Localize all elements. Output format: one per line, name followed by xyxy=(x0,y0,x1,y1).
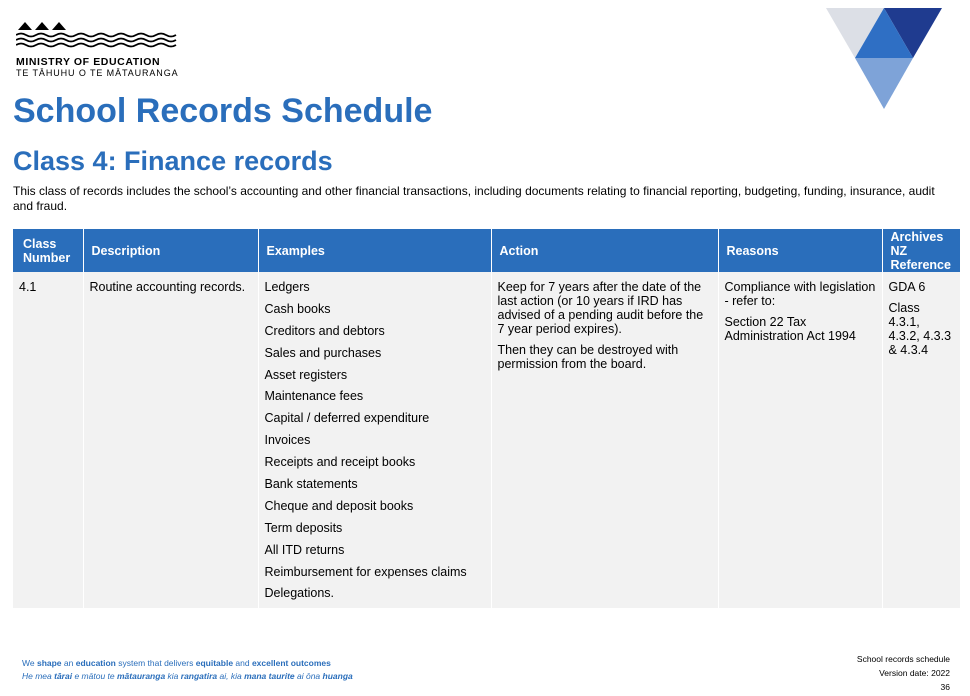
records-table xyxy=(13,229,960,608)
example-item: Asset registers xyxy=(264,367,348,382)
example-item: Creditors and debtors xyxy=(264,323,385,338)
archives-reference-code: GDA 6 xyxy=(888,280,926,294)
table-header-row xyxy=(13,229,960,272)
example-item: Reimbursement for expenses claims xyxy=(264,564,467,579)
tagline-text: e mātou te xyxy=(72,671,117,681)
cell-archives-reference xyxy=(882,272,960,608)
example-item: Cash books xyxy=(264,301,331,316)
tagline-text: ai ōna xyxy=(294,671,323,681)
triangle-logo-icon xyxy=(822,6,944,112)
action-paragraph: Keep for 7 years after the date of the last action (or 10 years if IRD has advised of a pending audit before the 7 year period expires). xyxy=(497,280,704,336)
tagline-bold: rangatira xyxy=(180,671,218,681)
header-examples: Examples xyxy=(258,229,491,272)
example-item: Sales and purchases xyxy=(264,345,382,360)
action-paragraph: Then they can be destroyed with permission from the board. xyxy=(497,343,679,371)
example-item: Receipts and receipt books xyxy=(264,455,416,470)
example-item: Maintenance fees xyxy=(264,389,364,404)
footer-meta xyxy=(857,652,950,694)
example-item: Bank statements xyxy=(264,477,358,492)
tagline-bold: mātauranga xyxy=(116,671,166,681)
header-archives-reference: Archives NZ Reference xyxy=(882,229,960,272)
header-class-number: Class Number xyxy=(13,229,83,272)
table-row xyxy=(13,272,960,608)
tagline-text: and xyxy=(233,658,252,668)
example-item: Term deposits xyxy=(264,520,343,535)
example-item: Invoices xyxy=(264,433,311,448)
logo-title: MINISTRY OF EDUCATION xyxy=(16,56,161,68)
example-item: Cheque and deposit books xyxy=(264,498,414,513)
page-subtitle: Class 4: Finance records xyxy=(13,146,333,176)
tagline-text: an xyxy=(61,658,76,668)
cell-class-number xyxy=(13,272,83,608)
tagline-text: kia xyxy=(165,671,181,681)
tagline-bold: mana taurite xyxy=(244,671,295,681)
page-number: 36 xyxy=(940,682,950,692)
cell-reasons xyxy=(718,272,882,608)
reasons-paragraph: Compliance with legislation - refer to: xyxy=(724,280,876,308)
page-title: School Records Schedule xyxy=(13,92,433,130)
description-text: Routine accounting records. xyxy=(89,280,246,294)
example-item: All ITD returns xyxy=(264,542,345,557)
tagline-bold: equitable xyxy=(195,658,234,668)
ministry-logo xyxy=(16,20,186,79)
tagline-bold: huanga xyxy=(322,671,353,681)
tagline-bold: tārai xyxy=(54,671,73,681)
tagline-bold: shape xyxy=(36,658,62,668)
tagline-text: He mea xyxy=(22,671,55,681)
ministry-logo-icon xyxy=(16,20,178,50)
reasons-paragraph: Section 22 Tax Administration Act 1994 xyxy=(724,315,856,343)
header-reasons: Reasons xyxy=(718,229,882,272)
tagline-text: We xyxy=(22,658,37,668)
tagline-bold: education xyxy=(75,658,116,668)
version-date: Version date: 2022 xyxy=(879,668,950,678)
footer-tagline xyxy=(22,657,353,683)
cell-action xyxy=(491,272,718,608)
tagline-maori xyxy=(22,670,353,683)
archives-reference-class: Class 4.3.1, 4.3.2, 4.3.3 & 4.3.4 xyxy=(888,301,952,357)
intro-paragraph: This class of records includes the school’s accounting and other financial transactions, including documents relating to financial reporting, budgeting, funding, insurance, audit and fraud. xyxy=(13,184,935,213)
document-name: School records schedule xyxy=(856,654,950,664)
example-item: Capital / deferred expenditure xyxy=(264,411,430,426)
cell-examples xyxy=(258,272,491,608)
header-action: Action xyxy=(491,229,718,272)
example-item: Delegations. xyxy=(264,586,334,601)
tagline-text: ai, kia xyxy=(217,671,245,681)
tagline-bold: excellent outcomes xyxy=(251,658,331,668)
cell-description xyxy=(83,272,258,608)
logo-subtitle: TE TĀHUHU O TE MĀTAURANGA xyxy=(16,68,179,78)
tagline-text: system that delivers xyxy=(115,658,196,668)
header-description: Description xyxy=(83,229,258,272)
class-number: 4.1 xyxy=(19,280,37,294)
example-item: Ledgers xyxy=(264,280,310,294)
tagline-english xyxy=(22,657,353,670)
